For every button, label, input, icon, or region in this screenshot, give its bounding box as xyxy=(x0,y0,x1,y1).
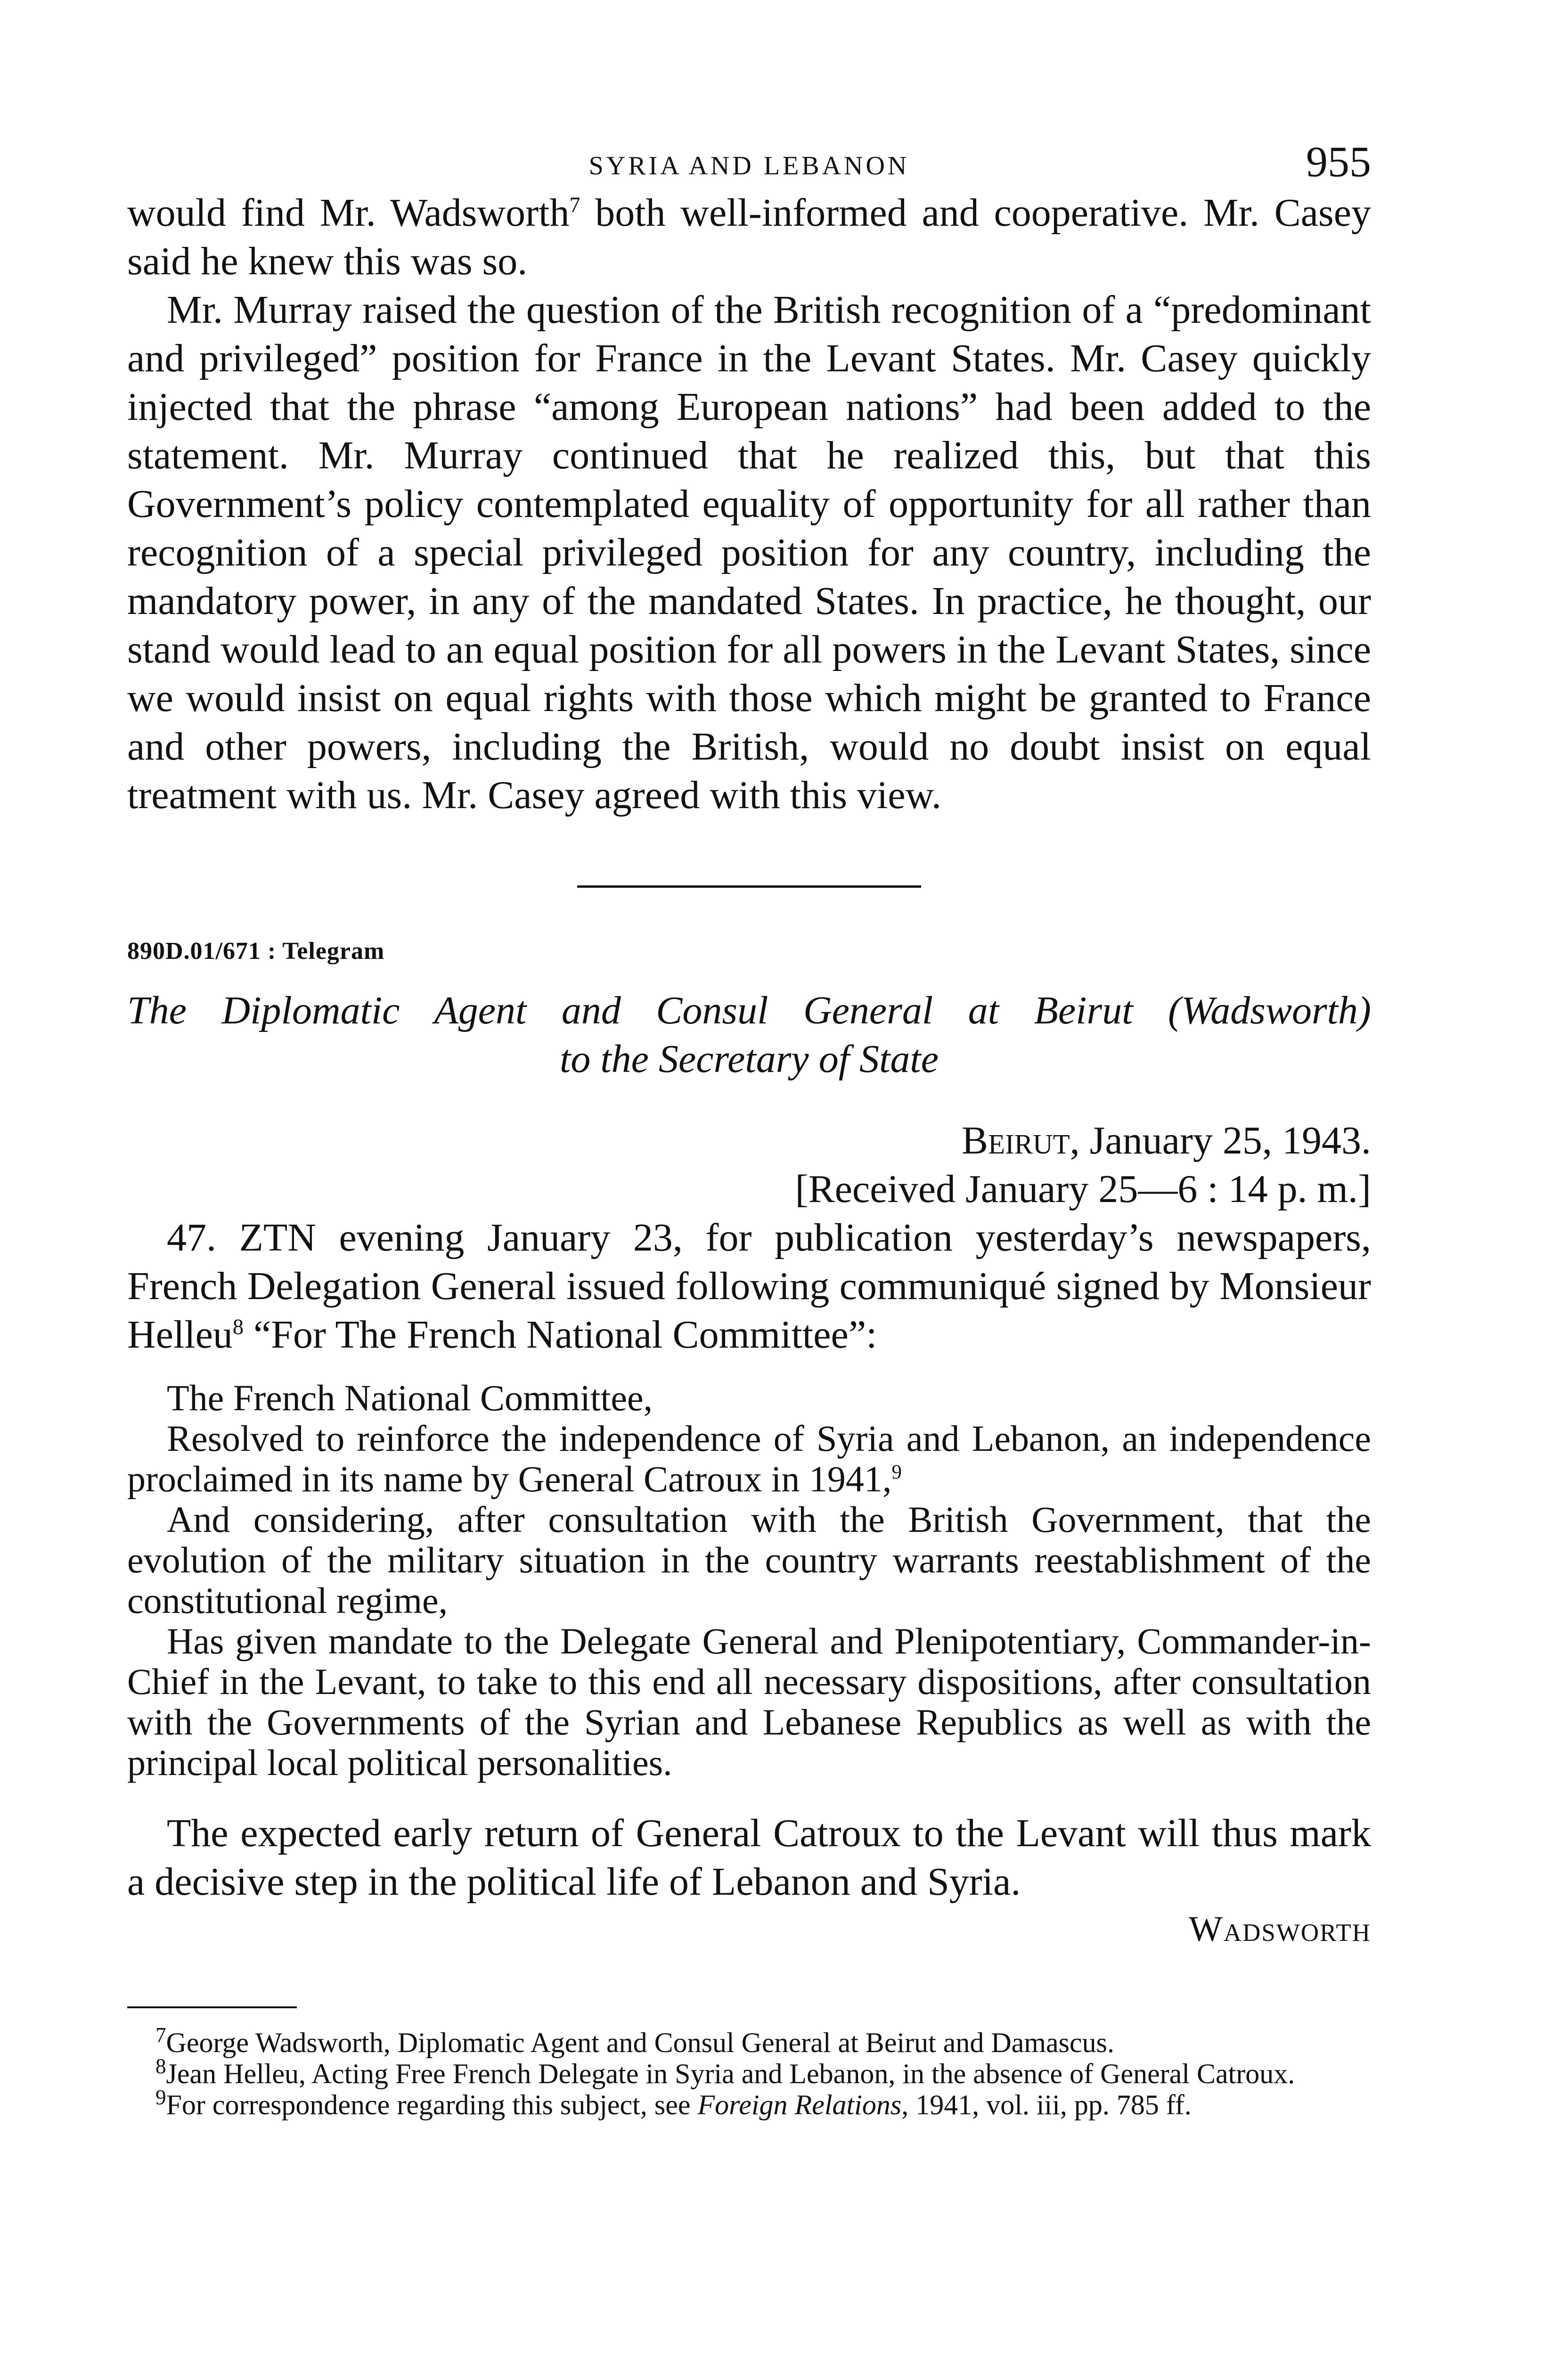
document-heading xyxy=(127,986,1371,1083)
footnote xyxy=(127,2086,1371,2120)
continuation-text xyxy=(127,188,1371,819)
footnote-number: 7 xyxy=(155,2023,166,2047)
paragraph: Mr. Murray raised the question of the British recognition of a “predominant and privileged” position for France in the Levant States. Mr. Casey quickly injected that the phrase “among European nations” had been added to the statement. Mr. Murray continued that he realized this, but that this Government’s policy contemplated equality of opportunity for all rather than recognition of a special privileged position for any country, including the mandatory power, in any of the mandated States. In practice, he thought, our stand would lead to an equal position for all powers in the Levant States, since we would insist on equal rights with those which might be granted to France and other powers, including the British, would no doubt insist on equal treatment with us. Mr. Casey agreed with this view. xyxy=(127,288,1371,817)
text-run: 47. ZTN evening January 23, for publication yesterday’s newspapers, French Delegation General issued following communiqué signed by Monsieur Helleu xyxy=(127,1216,1371,1357)
footnote-citation-title: Foreign Relations xyxy=(697,2089,902,2120)
heading-line: to the Secretary of State xyxy=(560,1037,939,1081)
footnote-number: 8 xyxy=(155,2054,166,2078)
running-title: SYRIA AND LEBANON xyxy=(588,151,910,180)
text-run: both well-informed and cooperative. Mr. Casey said he knew this was so. xyxy=(127,191,1371,283)
page-number: 955 xyxy=(1306,138,1371,186)
quote-paragraph: And considering, after consultation with the British Government, that the evolution of the military situation in the country warrants reestablishment of the constitutional regime, xyxy=(127,1499,1371,1621)
footnote-ref: 7 xyxy=(569,193,580,217)
telegram-intro xyxy=(127,1213,1371,1359)
document-file-number: 890D.01/671 : Telegram xyxy=(127,938,385,965)
text-run: “For The French National Committee”: xyxy=(244,1313,877,1357)
text-run: Resolved to reinforce the independence of Syria and Lebanon, an independence proclaimed in its name by General Catroux in 1941, xyxy=(127,1418,1371,1499)
dateline-date: , January 25, 1943. xyxy=(1070,1119,1371,1162)
footnote-text: Jean Helleu, Acting Free French Delegate in Syria and Lebanon, in the absence of General Catroux. xyxy=(166,2058,1295,2089)
running-head xyxy=(127,137,1371,188)
footnote-text: For correspondence regarding this subject, see xyxy=(166,2089,698,2120)
footnote xyxy=(127,2054,1371,2089)
dateline xyxy=(127,1116,1371,1213)
closing-text xyxy=(127,1809,1371,1906)
page xyxy=(127,137,1371,2120)
quote-paragraph xyxy=(127,1418,1371,1499)
footnote-divider xyxy=(127,2006,297,2008)
footnote-ref: 8 xyxy=(232,1315,244,1339)
heading-line: The Diplomatic Agent and Consul General at Beirut (Wadsworth) xyxy=(127,989,1371,1032)
footnotes xyxy=(127,2023,1371,2120)
section-divider xyxy=(577,885,921,888)
footnote-number: 9 xyxy=(155,2086,166,2109)
received-line: [Received January 25—6 : 14 p. m.] xyxy=(795,1167,1371,1211)
paragraph xyxy=(127,1213,1371,1359)
signature: Wadsworth xyxy=(1189,1909,1371,1949)
communique-quote xyxy=(127,1378,1371,1783)
paragraph xyxy=(127,188,1371,286)
text-run: would find Mr. Wadsworth xyxy=(127,191,570,235)
dateline-place: Beirut xyxy=(962,1119,1070,1162)
footnote xyxy=(127,2023,1371,2058)
footnote-text: George Wadsworth, Diplomatic Agent and Consul General at Beirut and Damascus. xyxy=(166,2027,1114,2058)
paragraph: The expected early return of General Catroux to the Levant will thus mark a decisive step in the political life of Lebanon and Syria. xyxy=(127,1811,1371,1904)
quote-paragraph: The French National Committee, xyxy=(167,1377,653,1418)
footnote-ref: 9 xyxy=(891,1461,902,1483)
footnote-text: , 1941, vol. iii, pp. 785 ff. xyxy=(901,2089,1192,2120)
quote-paragraph: Has given mandate to the Delegate General and Plenipotentiary, Commander-in-Chief in the Levant, to take to this end all necessary dispositions, after consultation with the Governments of the Syrian and Lebanese Republics as well as with the principal local political personalities. xyxy=(127,1620,1371,1783)
